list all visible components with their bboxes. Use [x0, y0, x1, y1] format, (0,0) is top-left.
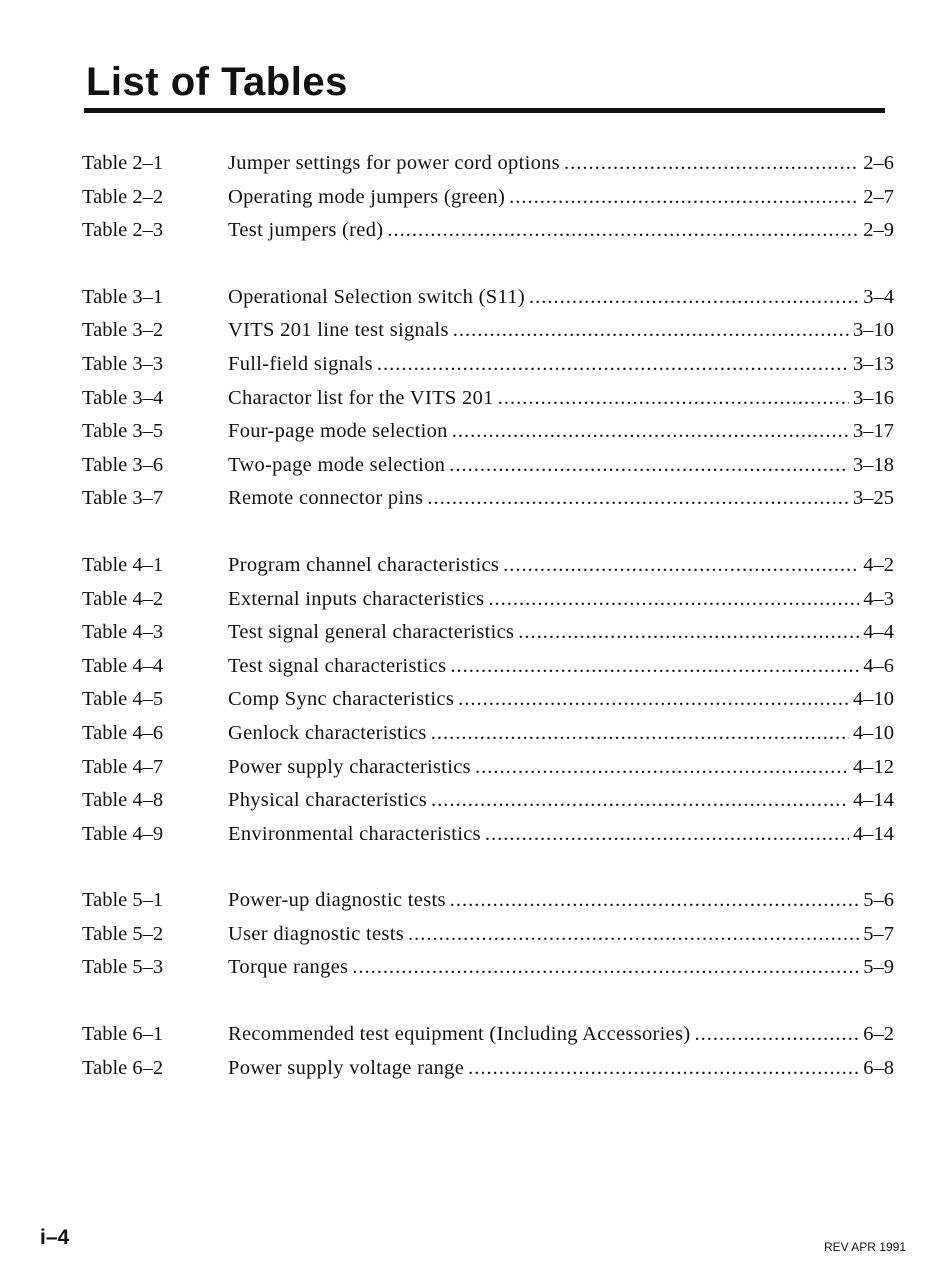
list-item[interactable]	[82, 487, 894, 521]
table-title: Environmental characteristics	[228, 822, 481, 845]
table-number: Table 6–2	[82, 1056, 164, 1079]
list-item[interactable]	[82, 789, 894, 823]
page-reference: 3–4	[863, 285, 894, 308]
table-number: Table 2–1	[82, 152, 164, 174]
table-number: Table 4–8	[82, 789, 164, 812]
table-title: Two-page mode selection	[228, 453, 446, 476]
table-number: Table 3–5	[82, 420, 164, 443]
dot-leader	[352, 956, 859, 979]
list-item[interactable]	[82, 387, 894, 421]
table-title: Test jumpers (red)	[228, 219, 384, 242]
page-title: List of Tables	[86, 60, 348, 104]
table-number: Table 4–7	[82, 755, 164, 778]
entry-description-wrap	[228, 588, 894, 611]
table-title: Full-field signals	[228, 352, 373, 375]
list-item[interactable]	[82, 420, 894, 454]
table-number: Table 6–1	[82, 1023, 164, 1046]
entry-description-wrap	[228, 756, 894, 779]
table-title: Remote connector pins	[228, 487, 424, 510]
table-number: Table 4–6	[82, 721, 164, 744]
entry-description-wrap	[228, 823, 894, 846]
dot-leader	[468, 1057, 859, 1080]
dot-leader	[694, 1023, 859, 1046]
revision-note: REV APR 1991	[823, 1240, 906, 1254]
table-group	[82, 889, 894, 990]
page-reference: 4–6	[863, 654, 894, 677]
dot-leader	[564, 152, 859, 175]
entry-description-wrap	[228, 387, 894, 410]
entry-description-wrap	[228, 655, 894, 678]
list-item[interactable]	[82, 956, 894, 990]
list-item[interactable]	[82, 286, 894, 320]
list-of-tables	[82, 152, 894, 1123]
page-reference: 4–4	[863, 621, 894, 644]
page-reference: 5–9	[863, 956, 894, 979]
page-reference: 4–3	[863, 587, 894, 610]
dot-leader	[431, 722, 849, 745]
page-number: i–4	[40, 1226, 70, 1249]
list-item[interactable]	[82, 1023, 894, 1057]
page-reference: 4–2	[863, 553, 894, 576]
page-reference: 3–17	[853, 420, 894, 443]
dot-leader	[509, 186, 859, 209]
table-number: Table 4–3	[82, 621, 164, 644]
table-title: External inputs characteristics	[228, 587, 485, 610]
list-item[interactable]	[82, 722, 894, 756]
dot-leader	[450, 655, 859, 678]
dot-leader	[450, 889, 859, 912]
list-item[interactable]	[82, 554, 894, 588]
page-reference: 4–14	[853, 789, 894, 812]
table-number: Table 4–2	[82, 587, 164, 610]
entry-description-wrap	[228, 487, 894, 510]
list-item[interactable]	[82, 353, 894, 387]
dot-leader	[408, 923, 859, 946]
dot-leader	[518, 621, 859, 644]
page-reference: 3–13	[853, 352, 894, 375]
list-item[interactable]	[82, 186, 894, 220]
table-number: Table 2–3	[82, 219, 164, 242]
page-reference: 6–8	[863, 1056, 894, 1079]
entry-description-wrap	[228, 956, 894, 979]
page-reference: 4–14	[853, 822, 894, 845]
list-item[interactable]	[82, 756, 894, 790]
entry-description-wrap	[228, 688, 894, 711]
table-title: Operating mode jumpers (green)	[228, 185, 506, 208]
table-title: Torque ranges	[228, 956, 349, 979]
list-item[interactable]	[82, 454, 894, 488]
list-item[interactable]	[82, 823, 894, 857]
entry-description-wrap	[228, 722, 894, 745]
table-title: Four-page mode selection	[228, 420, 448, 443]
table-number: Table 3–3	[82, 352, 164, 375]
entry-description-wrap	[228, 1057, 894, 1080]
table-group	[82, 554, 894, 856]
entry-description-wrap	[228, 186, 894, 209]
table-number: Table 3–2	[82, 319, 164, 342]
dot-leader	[498, 387, 849, 410]
entry-description-wrap	[228, 152, 894, 175]
dot-leader	[458, 688, 849, 711]
table-number: Table 3–6	[82, 453, 164, 476]
page-reference: 2–7	[863, 185, 894, 208]
table-number: Table 3–7	[82, 487, 164, 510]
entry-description-wrap	[228, 353, 894, 376]
list-item[interactable]	[82, 588, 894, 622]
table-title: Jumper settings for power cord options	[228, 152, 560, 174]
title-rule	[84, 108, 885, 113]
page-reference: 3–25	[853, 487, 894, 510]
dot-leader	[453, 319, 849, 342]
list-item[interactable]	[82, 889, 894, 923]
entry-description-wrap	[228, 923, 894, 946]
dot-leader	[377, 353, 849, 376]
dot-leader	[485, 823, 849, 846]
table-title: Power supply characteristics	[228, 755, 471, 778]
page-reference: 5–7	[863, 922, 894, 945]
list-item[interactable]	[82, 319, 894, 353]
table-number: Table 4–9	[82, 822, 164, 845]
page-reference: 2–9	[863, 219, 894, 242]
table-number: Table 4–4	[82, 654, 164, 677]
table-title: Recommended test equipment (Including Accessories)	[228, 1023, 691, 1046]
entry-description-wrap	[228, 420, 894, 443]
table-title: Physical characteristics	[228, 789, 428, 812]
dot-leader	[452, 420, 849, 443]
table-number: Table 3–1	[82, 285, 164, 308]
entry-description-wrap	[228, 219, 894, 242]
table-title: Operational Selection switch (S11)	[228, 285, 525, 308]
table-title: Test signal characteristics	[228, 654, 447, 677]
table-number: Table 4–5	[82, 688, 164, 711]
entry-description-wrap	[228, 1023, 894, 1046]
list-item[interactable]	[82, 1057, 894, 1091]
list-item[interactable]	[82, 621, 894, 655]
table-title: Genlock characteristics	[228, 721, 427, 744]
page-reference: 5–6	[863, 889, 894, 912]
table-group	[82, 152, 894, 253]
table-group	[82, 286, 894, 521]
table-group	[82, 1023, 894, 1090]
table-title: Power-up diagnostic tests	[228, 889, 446, 912]
table-number: Table 5–1	[82, 889, 164, 912]
entry-description-wrap	[228, 554, 894, 577]
table-number: Table 4–1	[82, 553, 164, 576]
entry-description-wrap	[228, 889, 894, 912]
page-reference: 2–6	[863, 152, 894, 174]
table-title: Charactor list for the VITS 201	[228, 386, 494, 409]
table-title: User diagnostic tests	[228, 922, 404, 945]
dot-leader	[503, 554, 859, 577]
list-item[interactable]	[82, 152, 894, 186]
page-reference: 4–10	[853, 688, 894, 711]
table-number: Table 2–2	[82, 185, 164, 208]
entry-description-wrap	[228, 454, 894, 477]
page-reference: 3–18	[853, 453, 894, 476]
dot-leader	[529, 286, 859, 309]
table-number: Table 5–2	[82, 922, 164, 945]
entry-description-wrap	[228, 319, 894, 342]
list-item[interactable]	[82, 655, 894, 689]
dot-leader	[488, 588, 859, 611]
dot-leader	[387, 219, 859, 242]
table-title: Comp Sync characteristics	[228, 688, 455, 711]
dot-leader	[431, 789, 849, 812]
entry-description-wrap	[228, 789, 894, 812]
dot-leader	[475, 756, 849, 779]
list-item[interactable]	[82, 688, 894, 722]
table-title: VITS 201 line test signals	[228, 319, 449, 342]
list-item[interactable]	[82, 219, 894, 253]
page-reference: 3–16	[853, 386, 894, 409]
table-title: Test signal general characteristics	[228, 621, 515, 644]
page-reference: 4–12	[853, 755, 894, 778]
table-number: Table 5–3	[82, 956, 164, 979]
list-item[interactable]	[82, 923, 894, 957]
page-reference: 6–2	[863, 1023, 894, 1046]
entry-description-wrap	[228, 621, 894, 644]
dot-leader	[427, 487, 849, 510]
page-reference: 3–10	[853, 319, 894, 342]
entry-description-wrap	[228, 286, 894, 309]
table-title: Power supply voltage range	[228, 1056, 465, 1079]
page-reference: 4–10	[853, 721, 894, 744]
dot-leader	[449, 454, 849, 477]
table-number: Table 3–4	[82, 386, 164, 409]
table-title: Program channel characteristics	[228, 553, 500, 576]
